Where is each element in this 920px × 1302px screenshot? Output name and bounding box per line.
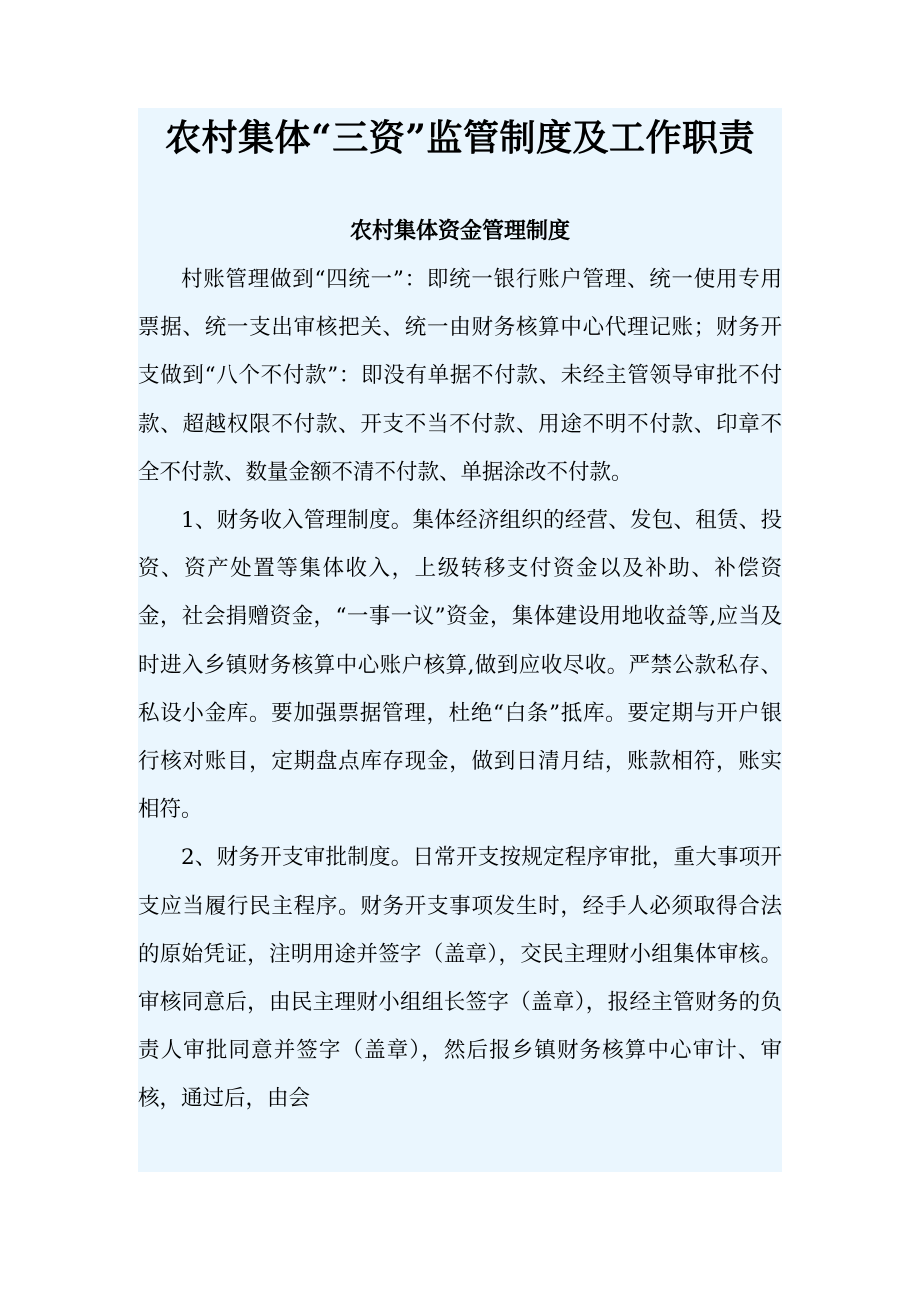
section-title: 农村集体资金管理制度 <box>349 219 570 244</box>
paragraph-income-management: 1、财务收入管理制度。集体经济组织的经营、发包、租赁、投资、资产处置等集体收入，上级转移支付资金以及补助、补偿资金，社会捐赠资金，“一事一议”资金，集体建设用地收益等,应当及时进入乡镇财务核算中心账户核算,做到应收尽收。严禁公款私存、私设小金库。要加强票据管理，杜绝“白条”抵库。要定期与开户银行核对账目，定期盘点库存现金，做到日清月结，账款相符，账实相符。 <box>138 508 782 823</box>
paragraph-expense-approval: 2、财务开支审批制度。日常开支按规定程序审批，重大事项开支应当履行民主程序。财务开支事项发生时，经手人必须取得合法的原始凭证，注明用途并签字（盖章），交民主理财小组集体审核。审核同意后，由民主理财小组组长签字（盖章），报经主管财务的负责人审批同意并签字（盖章），然后报乡镇财务核算中心审计、审核，通过后，由会 <box>138 845 782 1112</box>
document-title: 农村集体“三资”监管制度及工作职责 <box>165 117 755 159</box>
paragraph-intro: 村账管理做到“四统一”：即统一银行账户管理、统一使用专用票据、统一支出审核把关、统一由财务核算中心代理记账；财务开支做到“八个不付款”：即没有单据不付款、未经主管领导审批不付款、超越权限不付款、开支不当不付款、用途不明不付款、印章不全不付款、数量金额不清不付款、单据涂改不付款。 <box>138 267 782 485</box>
document-body <box>138 256 782 1124</box>
